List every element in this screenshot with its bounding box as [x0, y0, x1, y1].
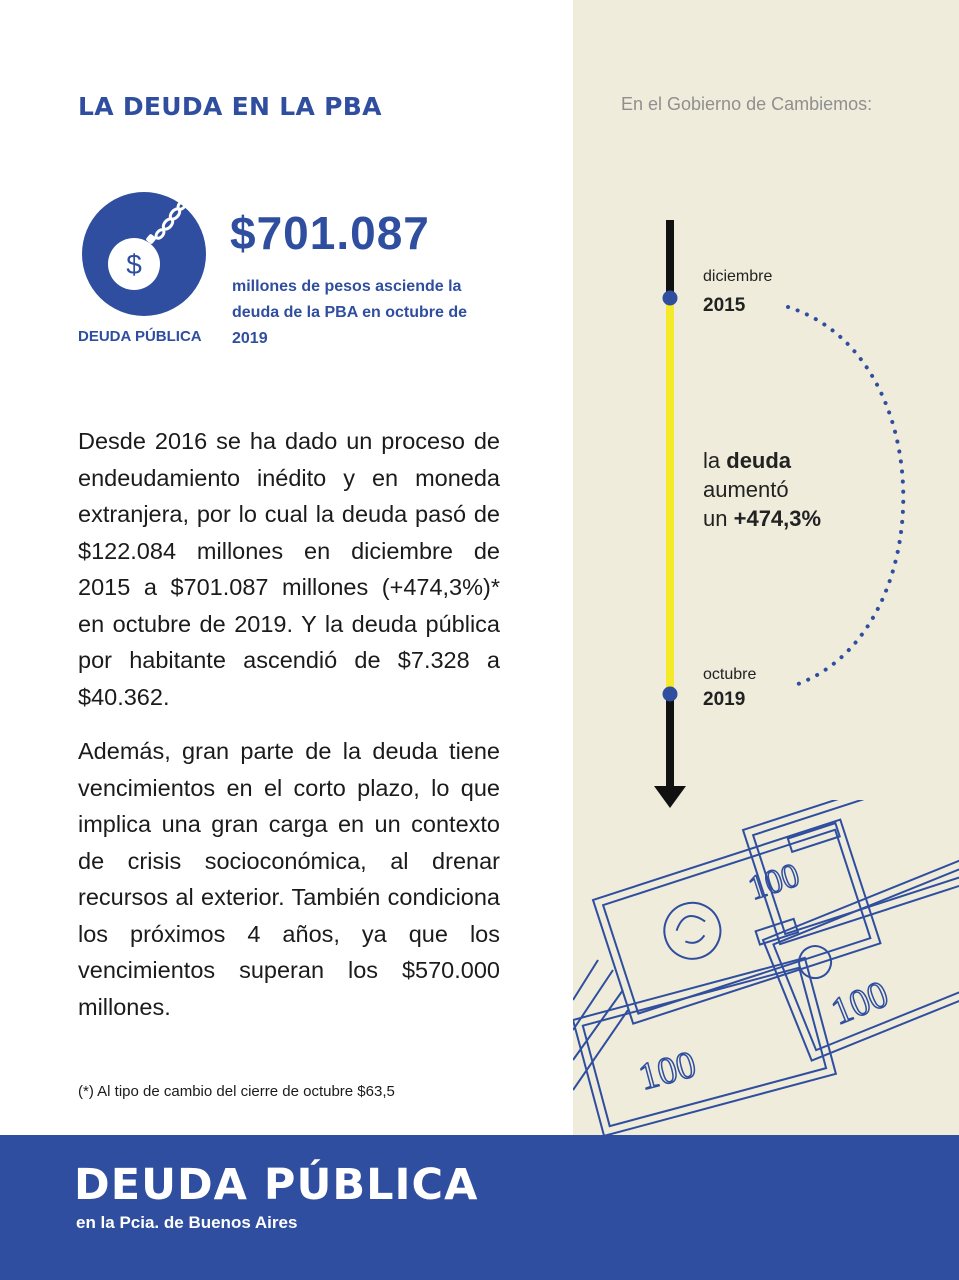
timeline-end-year: 2019 [703, 689, 746, 710]
timeline-start-year: 2015 [703, 295, 746, 316]
debt-amount: $701.087 [230, 207, 430, 259]
dollar-bills-illustration [573, 800, 959, 1135]
bill-value-top: 100 [744, 856, 804, 908]
dollar-symbol: $ [126, 249, 142, 280]
increase-un: un [703, 506, 728, 531]
body-paragraph-2: Además, gran parte de la deuda tiene vencimientos en el corto plazo, lo que implica una gran carga en un contexto de crisis socioconómica, al drenar recursos al exterior. También condiciona los próximos 4 años, ya que los vencimientos superan los $570.000 millones. [78, 738, 500, 1020]
debt-increase-label [703, 446, 821, 533]
footer-title: DEUDA PÚBLICA [74, 1160, 479, 1210]
footer-subtitle: en la Pcia. de Buenos Aires [76, 1213, 298, 1232]
page-title: LA DEUDA EN LA PBA [78, 92, 382, 121]
timeline-end-month: octubre [703, 666, 757, 683]
timeline-dot-start [663, 291, 678, 306]
government-label: En el Gobierno de Cambiemos: [621, 94, 873, 114]
bill-value-bottom: 100 [634, 1043, 701, 1099]
increase-bold-word: deuda [726, 448, 792, 473]
increase-prefix: la [703, 448, 721, 473]
increase-verb: aumentó [703, 477, 789, 502]
debt-amount-description: millones de pesos asciende la deuda de la PBA en octubre de 2019 [232, 278, 468, 347]
increase-percent: +474,3% [733, 506, 822, 531]
bill-value-middle: 100 [825, 973, 895, 1034]
timeline-start-month: diciembre [703, 268, 773, 285]
timeline-dot-end [663, 687, 678, 702]
icon-caption: DEUDA PÚBLICA [78, 328, 202, 345]
timeline-highlight [666, 298, 674, 694]
footnote: (*) Al tipo de cambio del cierre de octubre $63,5 [78, 1083, 395, 1100]
body-paragraph-1: Desde 2016 se ha dado un proceso de endeudamiento inédito y en moneda extranjera, por lo cual la deuda pasó de $122.084 millones en diciembre de 2015 a $701.087 millones (+474,3%)* en octubre de 2019. Y la deuda pública por habitante ascendió de $7.328 a $40.362. [78, 428, 500, 710]
dollar-ball-and-chain-icon [82, 192, 206, 316]
